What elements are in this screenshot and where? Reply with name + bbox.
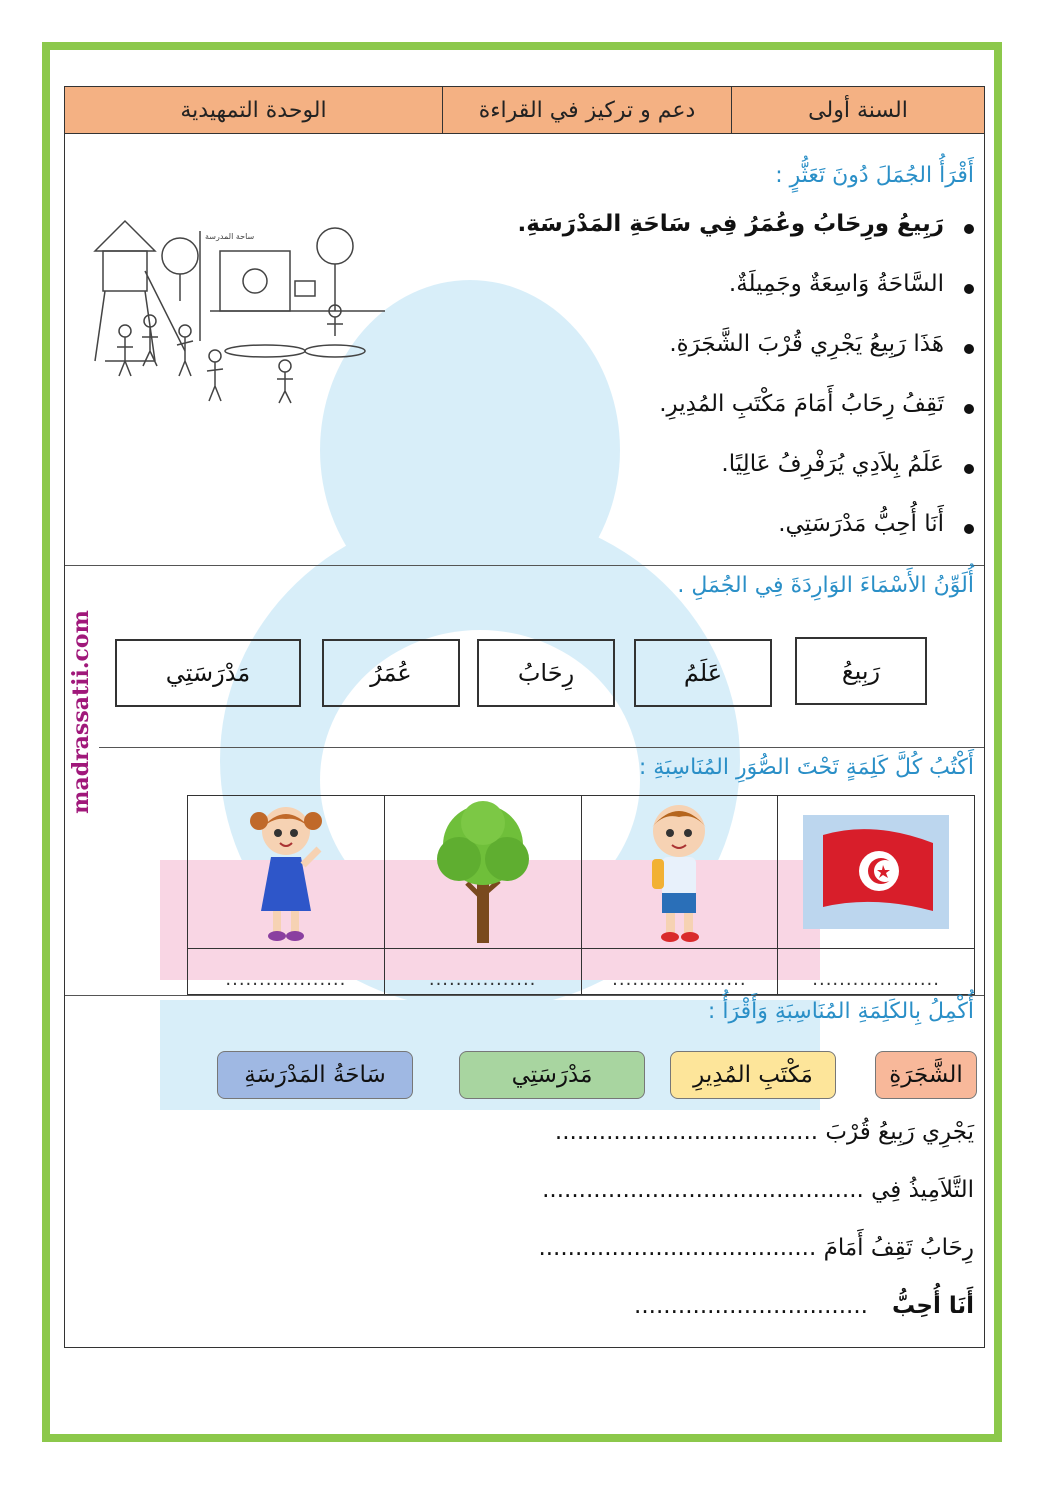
chip-principal-office[interactable]: مَكْتَبِ المُدِيرِ <box>670 1051 836 1099</box>
flag-picture <box>803 815 949 929</box>
worksheet <box>64 86 985 1348</box>
section1-title: أَقْرَأُ الجُمَلَ دُونَ تَعَثُّرٍ : <box>775 163 974 188</box>
tree-picture <box>433 799 533 945</box>
header-subject: دعم و تركيز في القراءة <box>442 87 732 133</box>
sentence-5: عَلَمُ بِلاَدِي يُرَفْرِفُ عَالِيًا. <box>721 451 944 477</box>
header-row <box>65 87 984 134</box>
fill-line-4-dots[interactable]: ................................ <box>634 1293 868 1319</box>
grid-cell-girl <box>188 796 384 994</box>
fill-line-1-dots[interactable]: .................................... <box>554 1119 819 1145</box>
sentence-6: أَنَا أُحِبُّ مَدْرَسَتِي. <box>778 511 944 537</box>
word-box-alam[interactable]: عَلَمُ <box>634 639 772 707</box>
answer-line-2[interactable]: .................... <box>582 948 778 994</box>
fill-line-3-dots[interactable]: ...................................... <box>538 1235 817 1261</box>
grid-cell-tree <box>384 796 581 994</box>
picture-grid <box>187 795 975 995</box>
girl-picture <box>241 799 331 945</box>
section3-title: أَكْتُبُ كُلَّ كَلِمَةٍ تَحْتَ الصُّوَرِ المُنَاسِبَةِ : <box>638 755 974 780</box>
schoolyard-caption: ساحة المدرسة <box>205 232 255 241</box>
sentence-2: السَّاحَةُ وَاسِعَةٌ وجَمِيلَةٌ. <box>728 271 944 297</box>
side-text: madrassatii.com <box>68 610 94 814</box>
header-unit: الوحدة التمهيدية <box>180 97 327 123</box>
chip-my-school[interactable]: مَدْرَسَتِي <box>459 1051 645 1099</box>
fill-line-3 <box>538 1235 974 1261</box>
word-box-rabie[interactable]: رَبِيعُ <box>795 637 927 705</box>
chip-schoolyard[interactable]: سَاحَةُ المَدْرَسَةِ <box>217 1051 413 1099</box>
boy-picture <box>634 799 724 945</box>
sentence-1: رَبِيعُ ورِحَابُ وعُمَرُ فِي سَاحَةِ المَدْرَسَةِ. <box>517 211 944 237</box>
fill-line-2 <box>542 1177 974 1203</box>
section2-title: أُلَوِّنُ الأَسْمَاءَ الوَارِدَةَ فِي الجُمَلِ . <box>677 573 974 598</box>
answer-line-1[interactable]: ................... <box>778 948 974 994</box>
word-box-omar[interactable]: عُمَرُ <box>322 639 460 707</box>
fill-line-2-text: التَّلاَمِيذُ فِي <box>871 1177 974 1203</box>
divider-3 <box>65 995 984 996</box>
grid-cell-flag <box>777 796 974 994</box>
sentence-3: هَذَا رَبِيعُ يَجْرِي قُرْبَ الشَّجَرَةِ. <box>669 331 944 357</box>
section4-title: أُكْمِلُ بِالكَلِمَةِ المُنَاسِبَةِ وَأَقْرَأُ : <box>707 999 974 1024</box>
word-box-madrasati[interactable]: مَدْرَسَتِي <box>115 639 301 707</box>
fill-line-4 <box>634 1293 974 1319</box>
fill-line-2-dots[interactable]: ............................................ <box>542 1177 864 1203</box>
chip-tree[interactable]: الشَّجَرَةِ <box>875 1051 977 1099</box>
fill-line-3-text: رِحَابُ تَقِفُ أَمَامَ <box>823 1235 974 1261</box>
schoolyard-drawing <box>85 211 385 407</box>
fill-line-1-text: يَجْرِي رَبِيعُ قُرْبَ <box>825 1119 974 1145</box>
word-box-rihab[interactable]: رِحَابُ <box>477 639 615 707</box>
fill-line-4-text: أَنَا أُحِبُّ <box>892 1293 974 1319</box>
sentence-4: تَقِفُ رِحَابُ أَمَامَ مَكْتَبِ المُدِيرِ. <box>659 391 944 417</box>
grid-cell-boy <box>581 796 778 994</box>
answer-line-4[interactable]: .................. <box>188 948 384 994</box>
divider-1 <box>65 565 984 566</box>
answer-line-3[interactable]: ................ <box>385 948 581 994</box>
header-grade: السنة أولى <box>808 97 908 123</box>
fill-line-1 <box>555 1119 974 1145</box>
divider-2 <box>99 747 984 748</box>
